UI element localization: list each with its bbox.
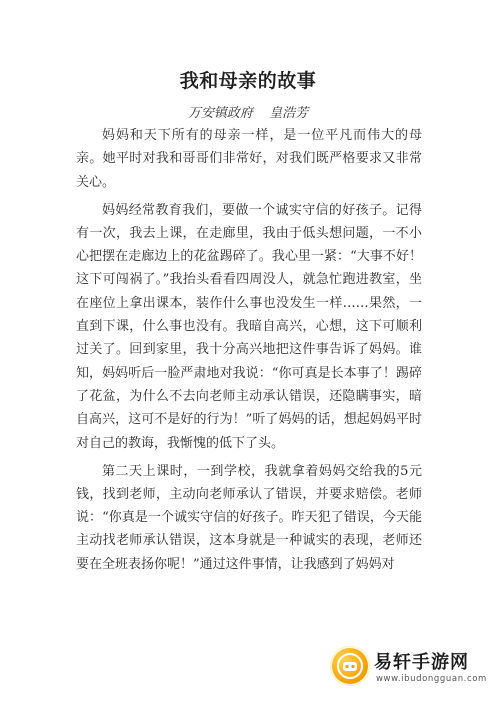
- brand-logo-icon: [330, 646, 370, 686]
- author-name: 皇浩芳: [269, 106, 309, 121]
- byline: [0, 102, 496, 121]
- author-organization: 万安镇政府: [187, 106, 253, 121]
- paragraph: 妈妈和天下所有的母亲一样，是一位平凡而伟大的母亲。她平时对我和哥哥们非常好，对我们既严格要求又非常关心。: [76, 128, 422, 190]
- brand-name: 易轩手游网: [374, 652, 469, 673]
- paragraph: 妈妈经常教育我们，要做一个诚实守信的好孩子。记得有一次，我去上课，在走廊里，我由于低头想问题，一不小心把摆在走廊边上的花盆踢碎了。我心里一紧：“大事不好！这下可闯祸了。”我抬头看看四周没人，就急忙跑进教室，坐在座位上拿出课本，装作什么事也没发生一样……果然，一直到下课，什么事也没有。我暗自高兴，心想，这下可顺利过关了。回到家里，我十分高兴地把这件事告诉了妈妈。谁知，妈妈听后一脸严肃地对我说：“你可真是长本事了！踢碎了花盆，为什么不去向老师主动承认错误，还隐瞒事实，暗自高兴，这可不是好的行为！”听了妈妈的话，想起妈妈平时对自己的教诲，我惭愧的低下了头。: [76, 202, 422, 451]
- brand-url: www.ibudongguan.com: [376, 674, 487, 684]
- document-title: 我和母亲的故事: [179, 70, 317, 92]
- site-watermark: [330, 642, 490, 694]
- paragraph: 第二天上课时，一到学校，我就拿着妈妈交给我的5元钱，找到老师，主动向老师承认了错误，并要求赔偿。老师说：“你真是一个诚实守信的好孩子。昨天犯了错误，今天能主动找老师承认错误，这本身就是一种诚实的表现，老师还要在全班表扬你呢！”通过这件事情，让我感到了妈妈对: [76, 463, 422, 572]
- document-body: [76, 124, 422, 581]
